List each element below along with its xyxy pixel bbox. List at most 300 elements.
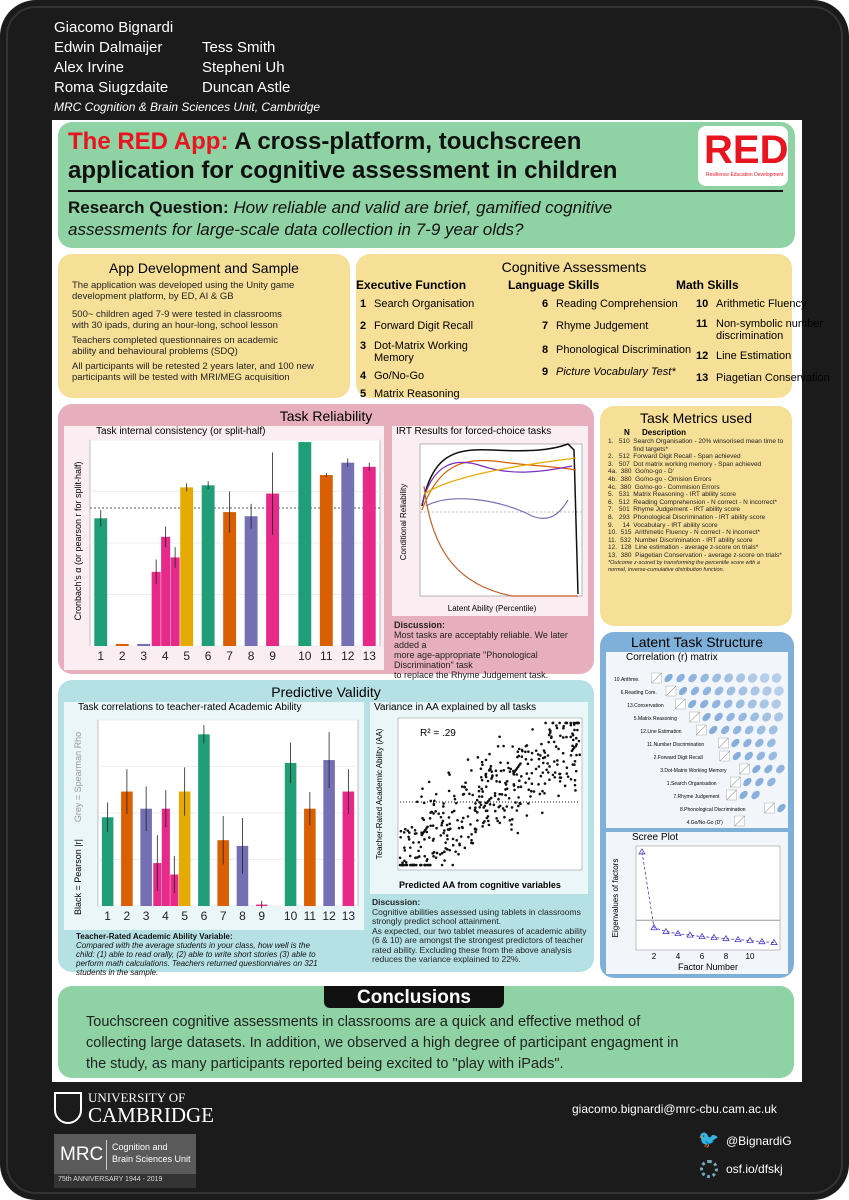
bar-2 xyxy=(116,644,129,646)
corr-ellipse xyxy=(713,711,725,723)
scatter-point xyxy=(409,846,412,849)
scatter-point xyxy=(499,761,502,764)
app-text: All participants will be retested 2 years later, and 100 new xyxy=(72,361,314,372)
metric-row: 4c. 380 Go/no-go - Commision Errors xyxy=(608,483,720,491)
scatter-point xyxy=(574,760,577,763)
discussion-text: to replace the Rhyme Judgement task. xyxy=(394,670,549,680)
scatter-point xyxy=(562,760,565,763)
scatter-point xyxy=(547,771,550,774)
corr-ellipse xyxy=(686,698,697,709)
assessment-item xyxy=(360,320,473,332)
tick-label: 10 xyxy=(298,649,312,663)
scatter-point xyxy=(478,786,481,789)
tick-label: 13 xyxy=(341,909,356,923)
assessment-label: Dot-Matrix Working xyxy=(374,340,468,352)
discussion-text: rated ability. Excluding these from the above analysis xyxy=(372,944,572,955)
scatter-point xyxy=(442,832,445,835)
metric-row: 10. 515 Arithmetic Fluency - N correct - N incorrect* xyxy=(608,529,761,537)
scatter-plot xyxy=(370,702,588,894)
app-text: The application was developed using the Unity game xyxy=(72,280,295,291)
scatter-point xyxy=(498,735,501,738)
scatter-point xyxy=(557,748,560,751)
scatter-point xyxy=(537,753,540,756)
tick-label: 5 xyxy=(181,909,189,923)
app-text: with 30 ipads, during an hour-long, school lesson xyxy=(72,320,278,331)
scatter-point xyxy=(411,826,414,829)
scatter-point xyxy=(429,824,432,827)
corr-ellipse xyxy=(750,789,762,801)
corr-ellipse xyxy=(772,684,785,697)
reliability-chart-title: Task internal consistency (or split-half) xyxy=(96,426,266,437)
scatter-point xyxy=(440,834,443,837)
bar-4b xyxy=(161,537,170,646)
scatter-point xyxy=(415,864,418,867)
bar-11 xyxy=(320,475,333,646)
trav-label: Teacher-Rated Academic Ability Variable: xyxy=(76,932,233,941)
corr-ellipse xyxy=(698,698,710,710)
scatter-point xyxy=(443,850,446,853)
assessment-item xyxy=(542,320,648,332)
corr-ellipse xyxy=(742,776,753,787)
validity-chart-panel xyxy=(64,702,364,930)
scatter-point xyxy=(553,760,556,763)
validity-ylabel-black: Black = Pearson |r| xyxy=(73,839,83,915)
tick-label: 12 xyxy=(322,909,336,923)
scatter-point xyxy=(496,820,499,823)
scatter-point xyxy=(507,762,510,765)
scatter-point xyxy=(452,844,455,847)
scatter-point xyxy=(490,770,493,773)
scatter-point xyxy=(575,737,578,740)
assessment-item xyxy=(360,340,468,352)
scatter-point xyxy=(525,745,528,748)
scatter-point xyxy=(511,806,514,809)
scree-area xyxy=(636,846,780,950)
scatter-point xyxy=(535,749,538,752)
scatter-point xyxy=(519,762,522,765)
scatter-point xyxy=(478,806,481,809)
email-link[interactable]: giacomo.bignardi@mrc-cbu.cam.ac.uk xyxy=(572,1102,777,1116)
scatter-point xyxy=(530,758,533,761)
scatter-point xyxy=(470,833,473,836)
assessment-item xyxy=(696,372,830,384)
scatter-point xyxy=(465,788,468,791)
corr-label: 8.Phonological Discrimination xyxy=(680,807,746,813)
scatter-point xyxy=(446,838,449,841)
scatter-point xyxy=(571,732,574,735)
scatter-point xyxy=(471,794,474,797)
scatter-point xyxy=(417,850,420,853)
tick-label: 10 xyxy=(283,909,298,923)
twitter-icon: 🐦 xyxy=(698,1130,720,1149)
tick-label: 11 xyxy=(320,649,333,663)
scatter-point xyxy=(549,731,552,734)
assessment-number: 8 xyxy=(542,344,549,356)
red-logo-text: RED xyxy=(704,128,789,172)
scatter-point xyxy=(569,722,572,725)
conclusions-heading: Conclusions xyxy=(356,987,471,1008)
tick-label: 7 xyxy=(226,649,233,663)
scatter-point xyxy=(469,807,472,810)
scatter-point xyxy=(462,817,465,820)
metric-row: 7. 501 Rhyme Judgement - IRT ability score xyxy=(608,506,740,514)
scatter-point xyxy=(422,818,425,821)
corr-label: 5.Matrix Reasoning xyxy=(633,716,677,722)
scatter-point xyxy=(494,794,497,797)
corr-ellipse xyxy=(755,750,767,762)
authors-col2 xyxy=(202,38,290,98)
validity-ylabel-grey: Grey = Spearman Rho xyxy=(73,731,83,823)
scatter-point xyxy=(524,781,527,784)
scatter-point xyxy=(509,819,512,822)
metric-row: *Outcome z-scored by transforming the percentile score with a xyxy=(608,559,760,566)
corr-label: 2.Forward Digit Recall xyxy=(653,755,703,761)
scatter-point xyxy=(420,831,423,834)
corr-ellipse xyxy=(767,724,780,737)
scatter-point xyxy=(402,864,405,867)
scatter-point xyxy=(516,750,519,753)
scatter-point xyxy=(571,745,574,748)
research-line2: assessments for large-scale data collection in 7-9 year olds? xyxy=(68,220,524,239)
research-line1 xyxy=(68,198,612,218)
corr-ellipse xyxy=(767,750,779,762)
corr-ellipse xyxy=(746,698,759,711)
scatter-point xyxy=(432,812,435,815)
mrc-anniversary: 75th ANNIVERSARY 1944 - 2019 xyxy=(58,1176,163,1183)
corr-ellipse xyxy=(763,763,775,775)
scatter-point xyxy=(558,722,561,725)
corr-ellipse xyxy=(742,737,754,749)
scatter-point xyxy=(480,767,483,770)
uni-name-2: CAMBRIDGE xyxy=(88,1103,215,1127)
scatter-point xyxy=(526,772,529,775)
scatter-point xyxy=(426,825,429,828)
uni-name-1: UNIVERSITY OF xyxy=(88,1090,186,1105)
scatter-point xyxy=(559,776,562,779)
scatter-point xyxy=(511,818,514,821)
scatter-point xyxy=(448,828,451,831)
discussion-text: more age-appropriate "Phonological Discrimination" task xyxy=(394,650,538,670)
scatter-point xyxy=(531,782,534,785)
mrc-text: MRC xyxy=(60,1144,104,1165)
assessment-label: Non-symbolic number xyxy=(716,318,823,330)
scree-panel xyxy=(606,832,788,974)
scatter-point xyxy=(495,774,498,777)
scatter-point xyxy=(448,773,451,776)
corr-ellipse xyxy=(710,698,722,710)
assessment-label: Phonological Discrimination xyxy=(556,344,692,356)
scatter-point xyxy=(407,836,410,839)
scatter-point xyxy=(544,722,547,725)
scatter-point xyxy=(478,790,481,793)
scatter-point xyxy=(480,803,483,806)
scree-tick: 2 xyxy=(651,952,657,961)
corr-ellipse xyxy=(713,685,725,697)
assessment-label: discrimination xyxy=(716,330,784,342)
bar-4c xyxy=(171,557,180,646)
scatter-point xyxy=(513,789,516,792)
metric-row: 4b. 380 Go/no-go - Omision Errors xyxy=(608,475,712,483)
scatter-point xyxy=(483,820,486,823)
discussion-text: (6 & 10) are amongst the strongest predictors of teacher xyxy=(372,935,584,945)
metric-row: 3. 507 Dot matrix working memory - Span achieved xyxy=(608,460,762,468)
scatter-point xyxy=(542,762,545,765)
scatter-point xyxy=(527,763,530,766)
corr-ellipse xyxy=(774,763,786,775)
scatter-point xyxy=(538,758,541,761)
scatter-point xyxy=(548,778,551,781)
scatter-point xyxy=(527,750,530,753)
corr-ellipse xyxy=(765,776,777,788)
corr-label: 12.Line Estimation xyxy=(640,729,682,735)
lang-heading: Language Skills xyxy=(508,278,600,292)
assessment-item xyxy=(696,350,791,362)
scatter-point xyxy=(495,817,498,820)
corr-label: 3.Dot-Matrix Working Memory xyxy=(660,768,727,774)
scatter-point xyxy=(486,809,489,812)
scatter-panel xyxy=(370,702,588,894)
scatter-point xyxy=(562,736,565,739)
metrics-heading: Task Metrics used xyxy=(639,410,753,426)
conclusions-box xyxy=(58,986,794,1078)
reliability-bar-chart xyxy=(64,426,384,670)
scatter-point xyxy=(525,758,528,761)
scatter-point xyxy=(434,810,437,813)
scree-tick: 10 xyxy=(745,952,755,961)
scatter-point xyxy=(521,755,524,758)
title-line2: application for cognitive assessment in children xyxy=(68,157,618,184)
scatter-point xyxy=(502,807,505,810)
scatter-point xyxy=(526,814,529,817)
scatter-point xyxy=(485,759,488,762)
scatter-point xyxy=(408,838,411,841)
discussion-text: strongly predict school attainment. xyxy=(372,916,501,926)
scatter-point xyxy=(446,824,449,827)
scatter-point xyxy=(476,799,479,802)
scatter-point xyxy=(575,743,578,746)
corr-ellipse xyxy=(725,685,737,697)
assessment-number: 9 xyxy=(542,366,549,378)
scatter-point xyxy=(574,779,577,782)
scatter-point xyxy=(555,724,558,727)
scatter-point xyxy=(500,770,503,773)
scatter-point xyxy=(440,824,443,827)
tick-label: 8 xyxy=(239,909,246,923)
app-text: 500~ children aged 7-9 were tested in classrooms xyxy=(72,309,282,320)
reliability-chart-panel xyxy=(64,426,384,670)
scatter-point xyxy=(524,751,527,754)
scatter-point xyxy=(425,831,428,834)
scatter-point xyxy=(457,853,460,856)
scatter-point xyxy=(517,786,520,789)
scatter-point xyxy=(453,795,456,798)
corr-ellipse xyxy=(701,711,712,722)
author: Edwin Dalmaijer xyxy=(54,39,163,56)
discussion-label: Discussion: xyxy=(394,620,446,630)
corr-label: 13.Conservation xyxy=(627,703,664,709)
scatter-point xyxy=(544,782,547,785)
author: Giacomo Bignardi xyxy=(54,19,174,36)
scatter-point xyxy=(540,743,543,746)
corr-ellipse xyxy=(772,711,785,724)
osf-link[interactable]: osf.io/dfskj xyxy=(726,1162,783,1176)
tick-label: 6 xyxy=(204,649,212,663)
scatter-point xyxy=(569,736,572,739)
corr-ellipse xyxy=(707,724,718,735)
bar-8 xyxy=(245,516,258,646)
assessment-label: Piagetian Conservation xyxy=(716,372,830,384)
corr-ellipse xyxy=(755,724,767,736)
corr-label: 10.Arithme. xyxy=(614,677,640,683)
scatter-point xyxy=(552,722,555,725)
scatter-point xyxy=(432,824,435,827)
bar-13 xyxy=(363,467,376,646)
author: Alex Irvine xyxy=(54,59,125,76)
assessments-heading: Cognitive Assessments xyxy=(501,259,647,275)
scatter-point xyxy=(451,864,454,867)
scatter-point xyxy=(548,734,551,737)
scatter-point xyxy=(556,759,559,762)
scatter-point xyxy=(537,783,540,786)
assessment-label: Picture Vocabulary Test* xyxy=(556,366,676,378)
scatter-point xyxy=(494,792,497,795)
corr-ellipse xyxy=(748,711,760,723)
bar-10 xyxy=(298,442,311,646)
scatter-point xyxy=(443,859,446,862)
scatter-point xyxy=(435,827,438,830)
scatter-point xyxy=(467,815,470,818)
assessment-item xyxy=(542,298,678,310)
irt-ylabel: Conditional Reliability xyxy=(399,483,408,561)
assessment-item xyxy=(696,330,783,342)
scatter-point xyxy=(548,765,551,768)
validity-box xyxy=(58,680,594,977)
scatter-point xyxy=(505,805,508,808)
scatter-point xyxy=(441,864,444,867)
scatter-point xyxy=(480,788,483,791)
scatter-point xyxy=(437,812,440,815)
tick-label: 4 xyxy=(162,909,169,923)
metric-row: 5. 531 Matrix Reasoning - IRT ability score xyxy=(608,491,737,499)
scatter-point xyxy=(432,838,435,841)
scatter-point xyxy=(442,802,445,805)
scatter-point xyxy=(552,774,555,777)
metric-row: 6. 512 Reading Comprehension - N correct - N incorrect* xyxy=(608,498,778,506)
scatter-point xyxy=(467,836,470,839)
scatter-point xyxy=(426,858,429,861)
scatter-point xyxy=(481,763,484,766)
corr-ellipse xyxy=(753,737,765,749)
scatter-point xyxy=(518,779,521,782)
validity-chart-title: Task correlations to teacher-rated Academic Ability xyxy=(78,702,302,713)
app-text: development platform, by ED, AI & GB xyxy=(72,291,234,302)
red-logo-sub: Resilience Education Development xyxy=(706,172,784,178)
scatter-point xyxy=(458,827,461,830)
scatter-point xyxy=(510,828,513,831)
scatter-point xyxy=(497,806,500,809)
corr-ellipse xyxy=(675,672,687,684)
scatter-point xyxy=(520,775,523,778)
app-dev-box xyxy=(58,254,350,398)
assessment-number: 6 xyxy=(542,298,549,310)
reliability-discussion xyxy=(394,620,594,680)
scatter-point xyxy=(565,722,568,725)
scatter-point xyxy=(512,770,515,773)
validity-discussion xyxy=(372,898,587,965)
reliability-ylabel: Cronbach's α (or pearson r for split-half) xyxy=(73,461,83,621)
corr-ellipse xyxy=(689,685,701,697)
scatter-point xyxy=(485,785,488,788)
title-box xyxy=(58,122,795,248)
corr-ellipse xyxy=(758,698,771,711)
scatter-point xyxy=(404,828,407,831)
scatter-point xyxy=(403,846,406,849)
scatter-point xyxy=(461,827,464,830)
osf-icon xyxy=(700,1160,718,1178)
discussion-text: reduces the variance explained to 22%. xyxy=(372,954,521,964)
scatter-point xyxy=(406,829,409,832)
scatter-point xyxy=(557,795,560,798)
scatter-point xyxy=(572,739,575,742)
tick-label: 5 xyxy=(183,649,191,663)
scatter-point xyxy=(485,776,488,779)
assessment-item xyxy=(542,366,676,378)
scatter-point xyxy=(556,763,559,766)
scatter-point xyxy=(504,794,507,797)
metrics-box xyxy=(600,406,792,626)
scatter-point xyxy=(454,850,457,853)
scatter-point xyxy=(578,753,581,756)
irt-panel xyxy=(392,426,588,616)
scatter-point xyxy=(574,789,577,792)
app-dev-heading: App Development and Sample xyxy=(109,260,299,276)
scatter-point xyxy=(490,777,493,780)
corr-ellipse xyxy=(737,685,750,698)
scatter-point xyxy=(545,768,548,771)
corr-ellipse xyxy=(701,685,713,697)
scatter-ylabel: Teacher-Rated Academic Ability (AA) xyxy=(375,728,384,860)
assessment-item xyxy=(360,298,474,310)
corr-ellipse xyxy=(722,698,734,710)
corr-ellipse xyxy=(731,750,742,761)
scatter-point xyxy=(504,788,507,791)
scatter-point xyxy=(439,853,442,856)
scatter-point xyxy=(470,769,473,772)
twitter-handle[interactable]: @BignardiG xyxy=(726,1134,792,1148)
corr-ellipse xyxy=(730,737,741,748)
scatter-point xyxy=(488,824,491,827)
cambridge-shield-icon xyxy=(54,1092,82,1124)
bar-10 xyxy=(285,763,297,906)
scatter-point xyxy=(487,815,490,818)
scatter-point xyxy=(506,780,509,783)
metrics-list xyxy=(608,438,783,575)
app-text: ability and behavioural problems (SDQ) xyxy=(72,346,238,357)
scatter-point xyxy=(499,822,502,825)
scatter-point xyxy=(577,722,580,725)
scatter-point xyxy=(485,773,488,776)
scatter-point xyxy=(409,855,412,858)
scatter-point xyxy=(411,864,414,867)
corr-title: Correlation (r) matrix xyxy=(626,652,718,663)
scatter-point xyxy=(503,769,506,772)
scatter-point xyxy=(420,795,423,798)
scatter-point xyxy=(559,734,562,737)
scatter-point xyxy=(470,839,473,842)
scatter-point xyxy=(501,793,504,796)
scree-tick: 4 xyxy=(675,952,681,961)
assessment-number: 5 xyxy=(360,388,367,400)
